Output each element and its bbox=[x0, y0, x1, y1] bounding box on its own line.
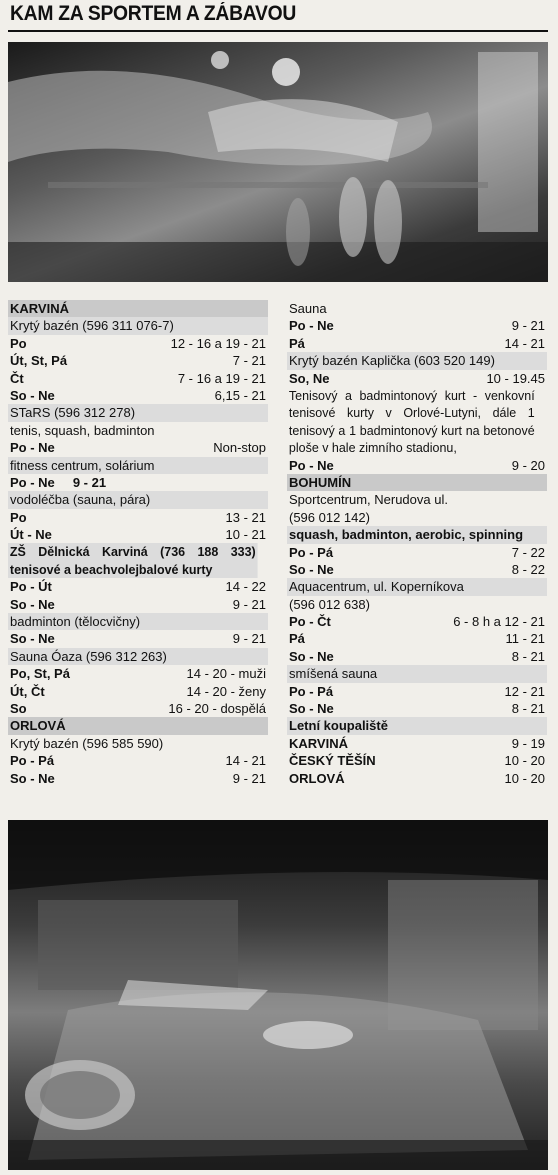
subtitle-text: squash, badminton, aerobic, spinning bbox=[289, 527, 524, 543]
schedule-row bbox=[8, 752, 268, 769]
day-label: Út, Čt bbox=[10, 683, 45, 699]
stars-title bbox=[8, 404, 268, 421]
day-label: Po - Pá bbox=[289, 683, 334, 699]
time-value: 9 - 19 bbox=[511, 735, 545, 751]
fitness-row bbox=[8, 474, 268, 491]
day-label: So - Ne bbox=[10, 596, 55, 612]
phone-text: (596 012 142) bbox=[289, 509, 370, 525]
section-heading-karvina bbox=[8, 300, 268, 317]
phone-text: (596 012 638) bbox=[289, 596, 370, 612]
day-label: Pá bbox=[289, 335, 305, 351]
schedule-row bbox=[287, 370, 547, 387]
time-value: 10 - 20 bbox=[504, 770, 545, 786]
schedule-row bbox=[8, 526, 268, 543]
time-value: 6 - 8 h a 12 - 21 bbox=[453, 614, 545, 630]
day-label: Po - Út bbox=[10, 579, 52, 595]
time-value: 6,15 - 21 bbox=[214, 387, 266, 403]
day-label: So bbox=[10, 701, 27, 717]
town-label: ORLOVÁ bbox=[289, 770, 345, 786]
title-text: STaRS (596 312 278) bbox=[10, 405, 136, 421]
schedule-row bbox=[8, 352, 268, 369]
time-value: 14 - 20 - ženy bbox=[186, 683, 266, 699]
time-value: 14 - 21 bbox=[225, 753, 266, 769]
tennis-description: Tenisový a badmintonový kurt - venkovní tenisové kurty v Orlové-Lutyni, dále 1 tenisový a 1 badmintonový kurt na betonové ploše v hale zimního stadionu, bbox=[288, 387, 535, 456]
day-label: So - Ne bbox=[10, 387, 55, 403]
schedule-row bbox=[8, 700, 268, 717]
schedule-row bbox=[287, 648, 547, 665]
title-text: Aquacentrum, ul. Koperníkova bbox=[289, 579, 464, 595]
heading-text: KARVINÁ bbox=[10, 301, 69, 316]
day-label: Po bbox=[10, 335, 27, 351]
title-text: Sauna Óaza (596 312 263) bbox=[10, 648, 167, 664]
title-text: Krytý bazén (596 585 590) bbox=[10, 735, 164, 751]
schedule-row bbox=[8, 509, 268, 526]
kaplicka-title bbox=[287, 352, 547, 369]
sportcentrum-phone bbox=[287, 509, 547, 526]
schedule-row bbox=[287, 317, 547, 334]
day-label: Út - Ne bbox=[10, 527, 52, 543]
day-label: So - Ne bbox=[10, 631, 55, 647]
sauna-oaza-title bbox=[8, 648, 268, 665]
schedule-text: Po - Ne 9 - 21 bbox=[10, 474, 107, 490]
day-label: Pá bbox=[289, 631, 305, 647]
heading-text: ORLOVÁ bbox=[10, 718, 66, 734]
day-label: Po bbox=[10, 509, 27, 525]
section-heading-orlova bbox=[8, 717, 268, 734]
zs-title: ZŠ Dělnická Karviná (736 188 333) tenisové a beachvolejbalové kurty bbox=[9, 544, 256, 577]
sportcentrum-subtitle bbox=[287, 526, 547, 543]
title-text: Letní koupaliště bbox=[289, 718, 388, 734]
summer-pools-title bbox=[287, 717, 547, 734]
time-value: 9 - 21 bbox=[232, 631, 266, 647]
schedule-row bbox=[287, 457, 547, 474]
time-value: 10 - 20 bbox=[504, 753, 545, 769]
orlova-sauna-title bbox=[287, 300, 547, 317]
hydro-title bbox=[8, 491, 268, 508]
day-label: Po - Ne bbox=[289, 457, 334, 473]
stars-subtitle bbox=[8, 422, 268, 439]
title-text: smíšená sauna bbox=[289, 666, 378, 682]
day-label: Po - Ne bbox=[289, 318, 334, 334]
time-value: 14 - 22 bbox=[225, 579, 266, 595]
time-value: 8 - 22 bbox=[511, 561, 545, 577]
day-label: So - Ne bbox=[10, 770, 55, 786]
time-value: 9 - 20 bbox=[511, 457, 545, 473]
time-value: 10 - 21 bbox=[225, 527, 266, 543]
section-heading-bohumin bbox=[287, 474, 547, 491]
schedule-row bbox=[8, 596, 268, 613]
aquacentrum-phone bbox=[287, 596, 547, 613]
time-value: 13 - 21 bbox=[225, 509, 266, 525]
schedule-row bbox=[8, 630, 268, 647]
schedule-row bbox=[8, 439, 268, 456]
day-label: So - Ne bbox=[289, 561, 334, 577]
day-label: Po - Pá bbox=[10, 753, 55, 769]
title-text: fitness centrum, solárium bbox=[10, 457, 155, 473]
schedule-row bbox=[8, 370, 268, 387]
title-text: Krytý bazén (596 311 076-7) bbox=[10, 318, 174, 334]
karvina-pool-title bbox=[8, 317, 268, 334]
headline-text: KAM ZA SPORTEM A ZÁBAVOU bbox=[10, 2, 297, 25]
orlova-pool-title bbox=[8, 735, 268, 752]
schedule-row bbox=[287, 613, 547, 630]
town-label: KARVINÁ bbox=[289, 735, 348, 751]
time-value: 7 - 21 bbox=[232, 353, 266, 369]
day-label: Po - Ne bbox=[10, 440, 55, 456]
mixed-sauna-title bbox=[287, 665, 547, 682]
time-value: 8 - 21 bbox=[511, 701, 545, 717]
schedule-row bbox=[287, 700, 547, 717]
schedule-row bbox=[287, 335, 547, 352]
schedule-row bbox=[8, 665, 268, 682]
time-value: 9 - 21 bbox=[232, 596, 266, 612]
day-label: Po - Pá bbox=[289, 544, 334, 560]
time-value: 7 - 16 a 19 - 21 bbox=[177, 370, 266, 386]
schedule-row bbox=[287, 770, 547, 787]
badminton-title bbox=[8, 613, 268, 630]
title-text: vodoléčba (sauna, pára) bbox=[10, 492, 151, 508]
time-value: 12 - 16 a 19 - 21 bbox=[170, 335, 266, 351]
schedule-row bbox=[287, 683, 547, 700]
time-value: 14 - 20 - muži bbox=[186, 666, 266, 682]
aquacentrum-title bbox=[287, 578, 547, 595]
schedule-row bbox=[8, 578, 268, 595]
time-value: 7 - 22 bbox=[511, 544, 545, 560]
time-value: 8 - 21 bbox=[511, 648, 545, 664]
title-text: Krytý bazén Kaplička (603 520 149) bbox=[289, 353, 495, 369]
schedule-row bbox=[287, 630, 547, 647]
time-value: Non-stop bbox=[213, 440, 266, 456]
subtitle-text: tenis, squash, badminton bbox=[10, 422, 155, 438]
time-value: 12 - 21 bbox=[504, 683, 545, 699]
indoor-pool-photo bbox=[8, 820, 548, 1170]
day-label: Čt bbox=[10, 370, 24, 386]
title-text: Sportcentrum, Nerudova ul. bbox=[289, 492, 448, 508]
title-text: badminton (tělocvičny) bbox=[10, 614, 141, 630]
time-value: 16 - 20 - dospělá bbox=[168, 701, 266, 717]
time-value: 9 - 21 bbox=[232, 770, 266, 786]
time-value: 10 - 19.45 bbox=[486, 370, 545, 386]
schedule-row bbox=[8, 770, 268, 787]
time-value: 9 - 21 bbox=[511, 318, 545, 334]
day-label: Po - Čt bbox=[289, 614, 331, 630]
schedule-row bbox=[8, 683, 268, 700]
schedule-row bbox=[287, 752, 547, 769]
schedule-row bbox=[8, 335, 268, 352]
day-label: So, Ne bbox=[289, 370, 330, 386]
schedule-row bbox=[287, 544, 547, 561]
title-text: Sauna bbox=[289, 301, 327, 316]
schedule-row bbox=[287, 561, 547, 578]
schedule-row bbox=[8, 387, 268, 404]
day-label: So - Ne bbox=[289, 701, 334, 717]
fitness-title bbox=[8, 457, 268, 474]
heading-text: BOHUMÍN bbox=[289, 474, 352, 490]
time-value: 14 - 21 bbox=[504, 335, 545, 351]
left-column bbox=[8, 300, 268, 787]
day-label: Po, St, Pá bbox=[10, 666, 70, 682]
headline bbox=[8, 0, 548, 32]
sportcentrum-title bbox=[287, 491, 547, 508]
town-label: ČESKÝ TĚŠÍN bbox=[289, 753, 376, 769]
aquapark-slide-photo bbox=[8, 42, 548, 282]
schedule-row bbox=[287, 735, 547, 752]
time-value: 11 - 21 bbox=[505, 631, 545, 647]
day-label: Út, St, Pá bbox=[10, 353, 68, 369]
day-label: So - Ne bbox=[289, 648, 334, 664]
right-column bbox=[287, 300, 547, 787]
